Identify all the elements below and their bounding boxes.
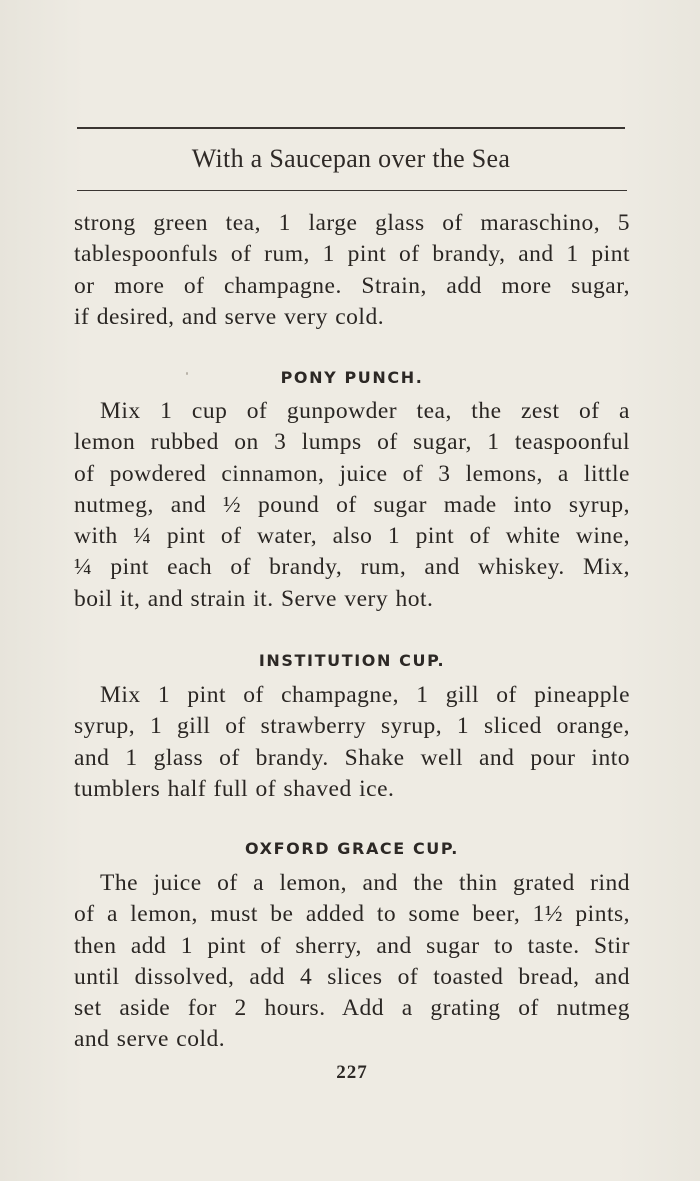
continuation-paragraph — [74, 208, 630, 333]
text-line: of powdered cinnamon, juice of 3 lemons, a little — [74, 460, 630, 487]
recipe-title-pony-punch: PONY PUNCH. — [280, 368, 424, 387]
text-line: until dissolved, add 4 slices of toasted bread, and — [74, 963, 630, 990]
recipe-title-oxford-grace-cup: OXFORD GRACE CUP. — [245, 839, 459, 858]
text-line: and serve cold. — [74, 1026, 226, 1053]
recipe-title-institution-cup: INSTITUTION CUP. — [258, 651, 446, 670]
header-rule-bottom — [77, 190, 627, 191]
recipe-body-oxford-grace-cup — [74, 868, 630, 1056]
text-line: tumblers half full of shaved ice. — [74, 775, 395, 802]
text-line: tablespoonfuls of rum, 1 pint of brandy, and 1 pint — [74, 241, 630, 268]
text-line: The juice of a lemon, and the thin grated rind — [100, 870, 630, 896]
text-line: nutmeg, and ½ pound of sugar made into syrup, — [74, 491, 630, 518]
recipe-body-institution-cup — [74, 680, 630, 805]
text-line: of a lemon, must be added to some beer, 1½ pints, — [74, 901, 630, 928]
text-line: Mix 1 pint of champagne, 1 gill of pineapple — [100, 682, 630, 708]
page-number: 227 — [336, 1062, 368, 1083]
text-line: or more of champagne. Strain, add more sugar, — [74, 272, 630, 299]
text-line: lemon rubbed on 3 lumps of sugar, 1 teaspoonful — [74, 429, 630, 456]
header-rule-top — [77, 127, 625, 129]
text-line: if desired, and serve very cold. — [74, 303, 385, 330]
text-line: boil it, and strain it. Serve very hot. — [74, 585, 434, 612]
text-line: ¼ pint each of brandy, rum, and whiskey. Mix, — [74, 554, 630, 581]
text-line: set aside for 2 hours. Add a grating of nutmeg — [74, 995, 630, 1022]
text-line: syrup, 1 gill of strawberry syrup, 1 sliced orange, — [74, 713, 630, 740]
text-line: then add 1 pint of sherry, and sugar to taste. Stir — [74, 932, 630, 959]
text-line: with ¼ pint of water, also 1 pint of white wine, — [74, 523, 630, 550]
recipe-body-pony-punch — [74, 396, 630, 615]
text-line: and 1 glass of brandy. Shake well and pour into — [74, 744, 630, 771]
running-head: With a Saucepan over the Sea — [191, 144, 511, 173]
text-line: strong green tea, 1 large glass of maraschino, 5 — [74, 210, 630, 236]
text-line: Mix 1 cup of gunpowder tea, the zest of a — [100, 398, 630, 424]
